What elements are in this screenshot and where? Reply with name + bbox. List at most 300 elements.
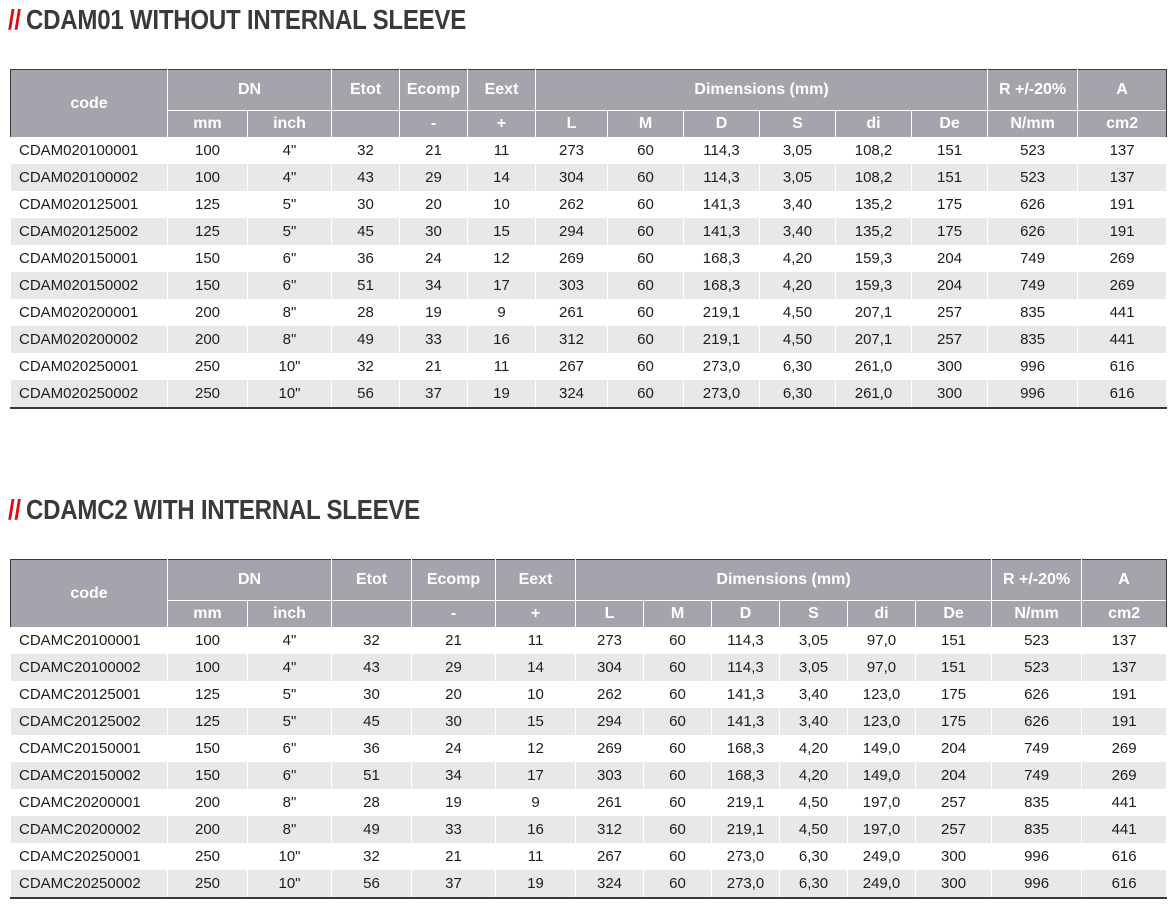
cell-l: 304: [576, 654, 644, 681]
cell-a: 269: [1078, 245, 1167, 272]
cell-l: 262: [576, 681, 644, 708]
subheader-etot: [332, 601, 412, 628]
cell-de: 257: [916, 816, 992, 843]
cell-ecomp: 37: [400, 380, 468, 408]
cell-etot: 32: [332, 137, 400, 164]
cell-ecomp: 21: [400, 353, 468, 380]
cell-d: 273,0: [712, 843, 780, 870]
cell-s: 6,30: [760, 353, 836, 380]
cell-m: 60: [644, 762, 712, 789]
cell-di: 249,0: [848, 870, 916, 898]
table-row: [11, 843, 1167, 870]
cell-dn-mm: 250: [168, 380, 248, 408]
cell-code: CDAM020100002: [11, 164, 168, 191]
subheader-etot: [332, 111, 400, 138]
cell-dn-inch: 10": [248, 843, 332, 870]
cell-ecomp: 37: [412, 870, 496, 898]
table-row: [11, 299, 1167, 326]
cell-dn-mm: 250: [168, 353, 248, 380]
cell-a: 137: [1078, 137, 1167, 164]
cell-de: 204: [912, 272, 988, 299]
cell-de: 300: [912, 353, 988, 380]
cell-d: 168,3: [684, 272, 760, 299]
col-header-eext: Eext: [496, 560, 576, 601]
cell-de: 175: [912, 191, 988, 218]
cell-de: 300: [916, 870, 992, 898]
cell-d: 219,1: [712, 789, 780, 816]
cell-ecomp: 34: [412, 762, 496, 789]
subheader-cm2: cm2: [1082, 601, 1167, 628]
cell-dn-inch: 8": [248, 299, 332, 326]
cell-r: 996: [988, 380, 1078, 408]
cell-d: 114,3: [712, 627, 780, 654]
cell-m: 60: [608, 299, 684, 326]
cell-a: 191: [1082, 708, 1167, 735]
col-header-a: A: [1078, 70, 1167, 111]
table-row: [11, 789, 1167, 816]
cell-eext: 14: [468, 164, 536, 191]
cell-s: 4,50: [780, 789, 848, 816]
cell-dn-inch: 6": [248, 762, 332, 789]
cell-eext: 11: [468, 137, 536, 164]
cell-etot: 49: [332, 326, 400, 353]
cell-eext: 9: [496, 789, 576, 816]
cell-eext: 15: [496, 708, 576, 735]
cell-s: 4,20: [760, 245, 836, 272]
cell-dn-inch: 6": [248, 272, 332, 299]
cell-m: 60: [644, 627, 712, 654]
subheader-de: De: [916, 601, 992, 628]
cell-s: 6,30: [780, 870, 848, 898]
cell-dn-mm: 150: [168, 272, 248, 299]
cell-l: 262: [536, 191, 608, 218]
cell-l: 324: [576, 870, 644, 898]
cell-ecomp: 29: [400, 164, 468, 191]
cell-d: 168,3: [712, 735, 780, 762]
cell-m: 60: [644, 870, 712, 898]
cell-ecomp: 30: [412, 708, 496, 735]
cell-d: 114,3: [684, 137, 760, 164]
cell-m: 60: [608, 326, 684, 353]
table-row: [11, 353, 1167, 380]
cell-eext: 10: [496, 681, 576, 708]
cell-r: 523: [992, 627, 1082, 654]
table-subheader-row: [11, 601, 1167, 628]
cell-etot: 28: [332, 789, 412, 816]
cell-r: 749: [992, 762, 1082, 789]
cell-m: 60: [644, 816, 712, 843]
cell-s: 6,30: [780, 843, 848, 870]
cell-dn-mm: 200: [168, 789, 248, 816]
cell-etot: 45: [332, 218, 400, 245]
cell-dn-inch: 5": [248, 681, 332, 708]
cell-r: 523: [992, 654, 1082, 681]
table-subheader-row: [11, 111, 1167, 138]
cell-code: CDAM020150001: [11, 245, 168, 272]
cell-l: 324: [536, 380, 608, 408]
cell-de: 204: [916, 735, 992, 762]
cell-dn-mm: 200: [168, 299, 248, 326]
cell-r: 749: [992, 735, 1082, 762]
subheader-inch: inch: [248, 601, 332, 628]
cell-a: 616: [1082, 870, 1167, 898]
cell-s: 4,50: [760, 326, 836, 353]
cell-di: 108,2: [836, 164, 912, 191]
cell-eext: 10: [468, 191, 536, 218]
cell-dn-mm: 250: [168, 843, 248, 870]
cell-d: 114,3: [684, 164, 760, 191]
table-row: [11, 870, 1167, 898]
cell-a: 137: [1082, 654, 1167, 681]
cell-m: 60: [608, 164, 684, 191]
cell-dn-mm: 125: [168, 191, 248, 218]
cell-r: 523: [988, 137, 1078, 164]
table-body: [11, 627, 1167, 898]
cell-code: CDAM020250002: [11, 380, 168, 408]
subheader-ecomp: -: [400, 111, 468, 138]
table-row: [11, 681, 1167, 708]
cell-eext: 17: [496, 762, 576, 789]
cell-d: 273,0: [684, 380, 760, 408]
cell-code: CDAM020200002: [11, 326, 168, 353]
cell-a: 616: [1078, 353, 1167, 380]
cell-eext: 12: [496, 735, 576, 762]
cell-s: 3,40: [780, 681, 848, 708]
cell-eext: 9: [468, 299, 536, 326]
cell-m: 60: [608, 191, 684, 218]
cell-dn-mm: 150: [168, 762, 248, 789]
subheader-mm: mm: [168, 111, 248, 138]
cell-a: 191: [1078, 218, 1167, 245]
cell-code: CDAMC20200002: [11, 816, 168, 843]
cell-a: 616: [1082, 843, 1167, 870]
cell-etot: 43: [332, 164, 400, 191]
cell-s: 3,05: [780, 654, 848, 681]
subheader-l: L: [576, 601, 644, 628]
cell-a: 191: [1078, 191, 1167, 218]
cell-s: 3,05: [780, 627, 848, 654]
subheader-m: M: [608, 111, 684, 138]
cell-di: 249,0: [848, 843, 916, 870]
cell-dn-mm: 100: [168, 137, 248, 164]
subheader-mm: mm: [168, 601, 248, 628]
cell-d: 141,3: [712, 708, 780, 735]
cell-d: 219,1: [684, 299, 760, 326]
subheader-n-mm: N/mm: [992, 601, 1082, 628]
cell-eext: 14: [496, 654, 576, 681]
cell-r: 835: [988, 326, 1078, 353]
cell-m: 60: [608, 218, 684, 245]
cell-di: 207,1: [836, 326, 912, 353]
table-body: [11, 137, 1167, 408]
cell-l: 303: [576, 762, 644, 789]
subheader-l: L: [536, 111, 608, 138]
cell-di: 149,0: [848, 735, 916, 762]
cell-etot: 32: [332, 627, 412, 654]
cell-s: 3,05: [760, 164, 836, 191]
col-header-etot: Etot: [332, 560, 412, 601]
cell-m: 60: [644, 681, 712, 708]
cell-di: 135,2: [836, 218, 912, 245]
cell-di: 261,0: [836, 380, 912, 408]
cell-dn-inch: 5": [248, 708, 332, 735]
cell-l: 312: [576, 816, 644, 843]
cell-d: 273,0: [712, 870, 780, 898]
cell-l: 273: [536, 137, 608, 164]
cell-dn-inch: 4": [248, 164, 332, 191]
cell-a: 191: [1082, 681, 1167, 708]
cell-a: 269: [1078, 272, 1167, 299]
cell-ecomp: 30: [400, 218, 468, 245]
cell-m: 60: [644, 735, 712, 762]
cell-a: 269: [1082, 762, 1167, 789]
cell-m: 60: [608, 137, 684, 164]
cell-r: 626: [988, 191, 1078, 218]
cell-d: 168,3: [712, 762, 780, 789]
cell-r: 835: [988, 299, 1078, 326]
cell-l: 261: [576, 789, 644, 816]
cell-s: 4,50: [780, 816, 848, 843]
cell-a: 441: [1082, 816, 1167, 843]
cell-etot: 49: [332, 816, 412, 843]
cell-s: 4,20: [760, 272, 836, 299]
cell-dn-inch: 10": [248, 353, 332, 380]
cell-a: 137: [1078, 164, 1167, 191]
table-row: [11, 245, 1167, 272]
col-header-etot: Etot: [332, 70, 400, 111]
table-row: [11, 137, 1167, 164]
cell-r: 749: [988, 272, 1078, 299]
cell-etot: 30: [332, 191, 400, 218]
cell-etot: 43: [332, 654, 412, 681]
cell-etot: 51: [332, 272, 400, 299]
cell-dn-inch: 5": [248, 191, 332, 218]
cell-ecomp: 19: [400, 299, 468, 326]
cell-code: CDAM020125002: [11, 218, 168, 245]
title-slashes: //: [8, 494, 21, 525]
cell-etot: 32: [332, 353, 400, 380]
cell-dn-mm: 125: [168, 708, 248, 735]
cell-code: CDAM020200001: [11, 299, 168, 326]
cell-de: 257: [912, 326, 988, 353]
col-header-code: code: [11, 560, 168, 628]
cell-r: 835: [992, 816, 1082, 843]
cell-code: CDAM020250001: [11, 353, 168, 380]
cell-ecomp: 21: [400, 137, 468, 164]
cell-eext: 15: [468, 218, 536, 245]
cell-eext: 12: [468, 245, 536, 272]
subheader-s: S: [780, 601, 848, 628]
cell-code: CDAMC20250002: [11, 870, 168, 898]
cell-eext: 19: [496, 870, 576, 898]
cell-eext: 16: [468, 326, 536, 353]
cell-ecomp: 24: [400, 245, 468, 272]
cell-eext: 11: [496, 843, 576, 870]
cell-d: 141,3: [684, 218, 760, 245]
cell-de: 175: [916, 708, 992, 735]
col-header-dimensions: Dimensions (mm): [536, 70, 988, 111]
cell-de: 257: [912, 299, 988, 326]
cell-d: 141,3: [712, 681, 780, 708]
cell-eext: 11: [468, 353, 536, 380]
subheader-di: di: [848, 601, 916, 628]
table-row: [11, 326, 1167, 353]
cell-d: 114,3: [712, 654, 780, 681]
section-title-text: CDAMC2 WITH INTERNAL SLEEVE: [26, 494, 420, 525]
cell-l: 304: [536, 164, 608, 191]
cell-l: 312: [536, 326, 608, 353]
subheader-eext: +: [468, 111, 536, 138]
cell-etot: 36: [332, 735, 412, 762]
cell-l: 269: [536, 245, 608, 272]
cell-ecomp: 24: [412, 735, 496, 762]
cell-di: 159,3: [836, 272, 912, 299]
cell-ecomp: 20: [400, 191, 468, 218]
cell-etot: 28: [332, 299, 400, 326]
cell-de: 175: [916, 681, 992, 708]
cell-s: 4,20: [780, 762, 848, 789]
cell-d: 219,1: [712, 816, 780, 843]
subheader-d: D: [684, 111, 760, 138]
cell-etot: 56: [332, 380, 400, 408]
cell-di: 207,1: [836, 299, 912, 326]
cell-de: 300: [916, 843, 992, 870]
cell-m: 60: [644, 843, 712, 870]
cell-dn-inch: 4": [248, 627, 332, 654]
cell-code: CDAMC20150001: [11, 735, 168, 762]
subheader-inch: inch: [248, 111, 332, 138]
cell-l: 267: [576, 843, 644, 870]
cell-dn-mm: 150: [168, 735, 248, 762]
subheader-s: S: [760, 111, 836, 138]
subheader-m: M: [644, 601, 712, 628]
cell-a: 269: [1082, 735, 1167, 762]
table-row: [11, 816, 1167, 843]
cell-di: 159,3: [836, 245, 912, 272]
cell-dn-inch: 8": [248, 816, 332, 843]
table-row: [11, 654, 1167, 681]
cell-de: 204: [912, 245, 988, 272]
cell-ecomp: 33: [400, 326, 468, 353]
cell-ecomp: 19: [412, 789, 496, 816]
cell-dn-mm: 250: [168, 870, 248, 898]
cell-de: 204: [916, 762, 992, 789]
cell-di: 108,2: [836, 137, 912, 164]
title-slashes: //: [8, 4, 21, 35]
cell-etot: 45: [332, 708, 412, 735]
cell-di: 197,0: [848, 816, 916, 843]
col-header-dn: DN: [168, 70, 332, 111]
cell-l: 294: [536, 218, 608, 245]
cell-dn-mm: 200: [168, 326, 248, 353]
cell-etot: 56: [332, 870, 412, 898]
cell-s: 4,20: [780, 735, 848, 762]
cell-ecomp: 34: [400, 272, 468, 299]
cell-etot: 36: [332, 245, 400, 272]
spec-table-without-sleeve: [10, 69, 1167, 409]
cell-s: 6,30: [760, 380, 836, 408]
cell-s: 4,50: [760, 299, 836, 326]
cell-l: 267: [536, 353, 608, 380]
cell-d: 141,3: [684, 191, 760, 218]
subheader-di: di: [836, 111, 912, 138]
table-row: [11, 164, 1167, 191]
cell-a: 441: [1078, 326, 1167, 353]
cell-r: 626: [992, 681, 1082, 708]
section-title-text: CDAM01 WITHOUT INTERNAL SLEEVE: [26, 4, 467, 35]
col-header-ecomp: Ecomp: [400, 70, 468, 111]
cell-de: 151: [916, 627, 992, 654]
cell-code: CDAM020100001: [11, 137, 168, 164]
subheader-ecomp: -: [412, 601, 496, 628]
col-header-a: A: [1082, 560, 1167, 601]
cell-di: 97,0: [848, 654, 916, 681]
cell-d: 273,0: [684, 353, 760, 380]
cell-eext: 19: [468, 380, 536, 408]
cell-eext: 16: [496, 816, 576, 843]
col-header-dn: DN: [168, 560, 332, 601]
cell-r: 749: [988, 245, 1078, 272]
cell-etot: 30: [332, 681, 412, 708]
cell-r: 626: [988, 218, 1078, 245]
spec-table-with-sleeve: [10, 559, 1167, 899]
cell-dn-inch: 8": [248, 326, 332, 353]
cell-r: 835: [992, 789, 1082, 816]
cell-ecomp: 21: [412, 843, 496, 870]
cell-l: 269: [576, 735, 644, 762]
cell-a: 441: [1082, 789, 1167, 816]
table-row: [11, 708, 1167, 735]
cell-m: 60: [608, 272, 684, 299]
cell-s: 3,05: [760, 137, 836, 164]
cell-dn-mm: 100: [168, 164, 248, 191]
cell-m: 60: [608, 245, 684, 272]
cell-r: 996: [988, 353, 1078, 380]
cell-dn-mm: 125: [168, 218, 248, 245]
cell-dn-inch: 5": [248, 218, 332, 245]
cell-ecomp: 29: [412, 654, 496, 681]
cell-etot: 32: [332, 843, 412, 870]
section-title-without-sleeve: [8, 4, 466, 36]
cell-di: 123,0: [848, 681, 916, 708]
table-header-row: [11, 560, 1167, 601]
cell-dn-mm: 150: [168, 245, 248, 272]
cell-code: CDAMC20100002: [11, 654, 168, 681]
cell-dn-mm: 100: [168, 654, 248, 681]
cell-r: 626: [992, 708, 1082, 735]
cell-di: 97,0: [848, 627, 916, 654]
cell-de: 151: [912, 137, 988, 164]
cell-code: CDAMC20125001: [11, 681, 168, 708]
cell-r: 523: [988, 164, 1078, 191]
cell-code: CDAM020150002: [11, 272, 168, 299]
cell-m: 60: [644, 708, 712, 735]
cell-ecomp: 21: [412, 627, 496, 654]
subheader-n-mm: N/mm: [988, 111, 1078, 138]
cell-eext: 17: [468, 272, 536, 299]
cell-s: 3,40: [760, 218, 836, 245]
section-title-with-sleeve: [8, 494, 420, 526]
cell-a: 137: [1082, 627, 1167, 654]
cell-s: 3,40: [760, 191, 836, 218]
cell-m: 60: [608, 353, 684, 380]
cell-l: 273: [576, 627, 644, 654]
table-row: [11, 272, 1167, 299]
cell-dn-inch: 4": [248, 137, 332, 164]
cell-di: 197,0: [848, 789, 916, 816]
cell-dn-inch: 4": [248, 654, 332, 681]
col-header-dimensions: Dimensions (mm): [576, 560, 992, 601]
